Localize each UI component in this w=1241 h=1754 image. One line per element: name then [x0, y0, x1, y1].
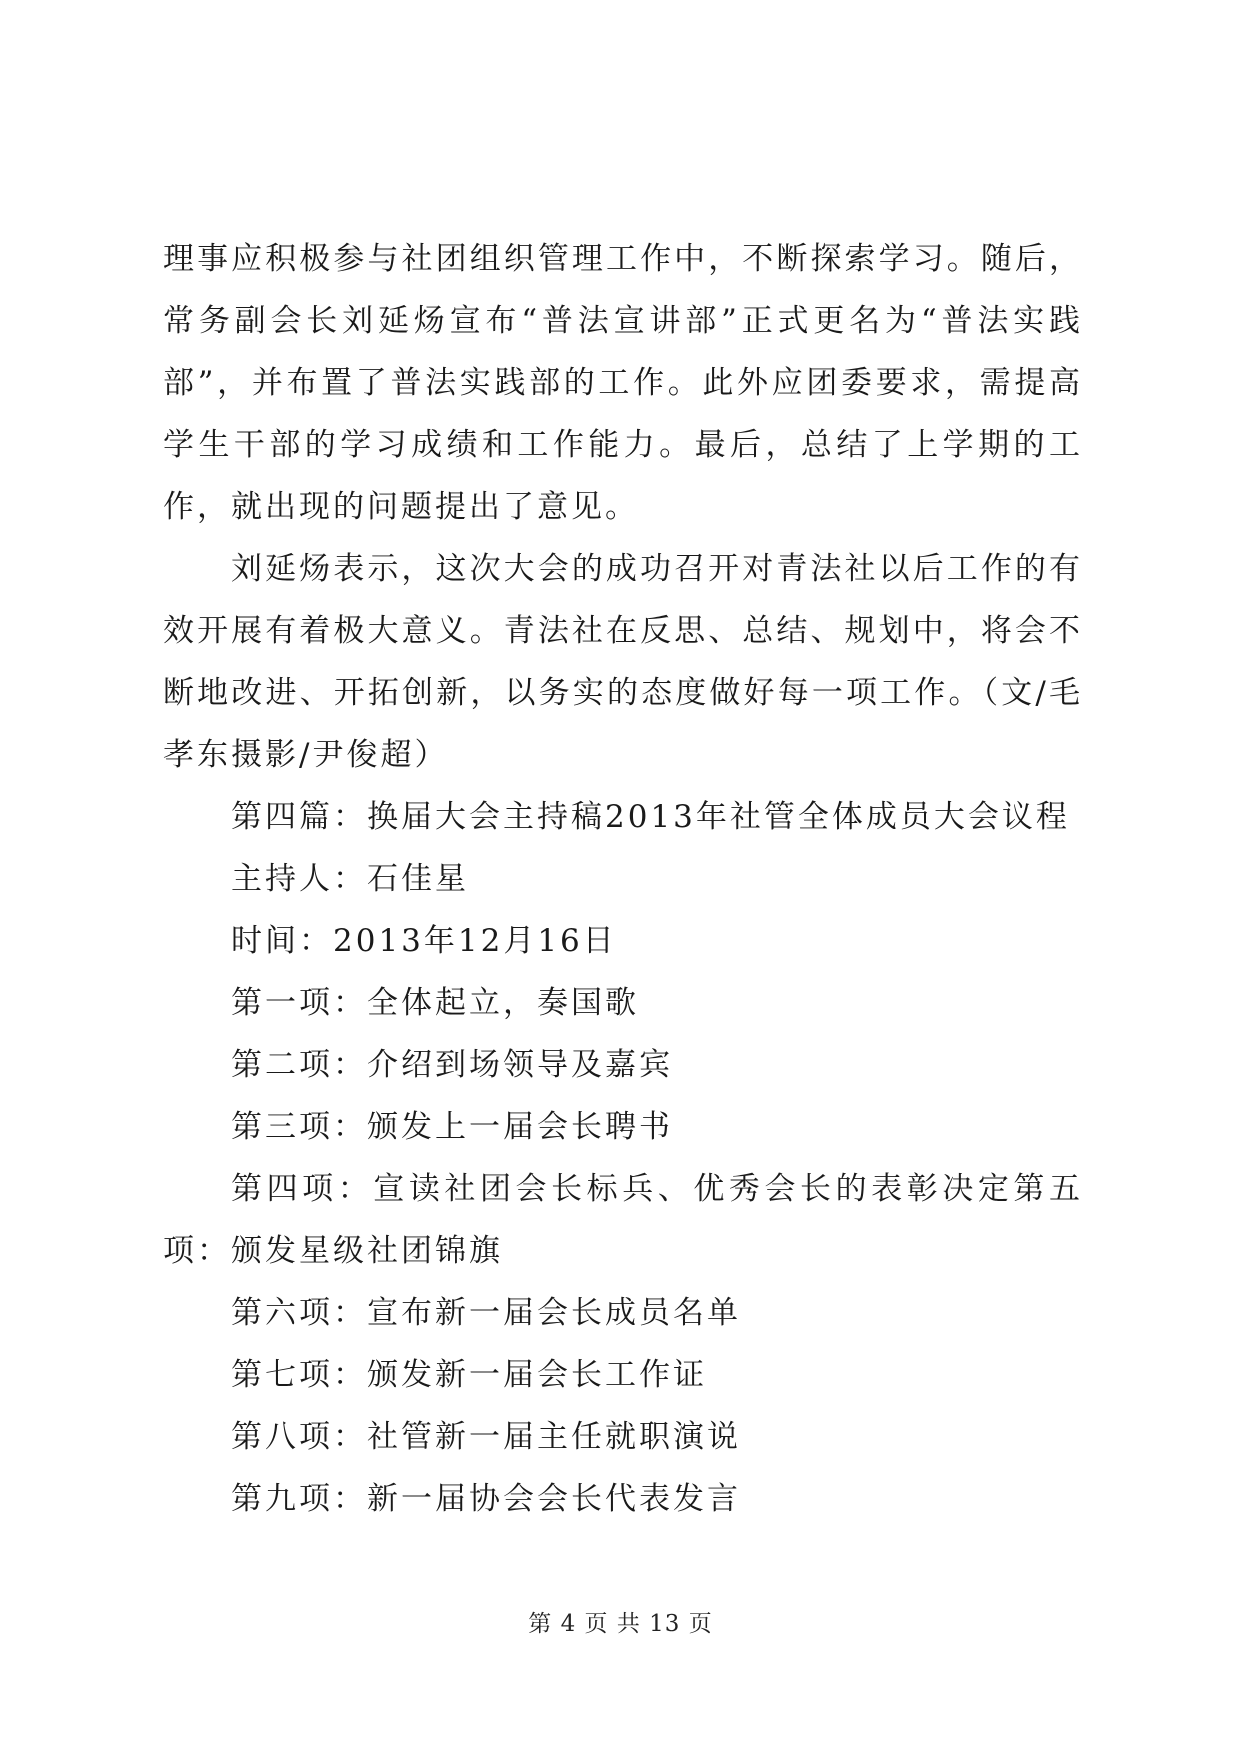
host-line: 主持人：石佳星: [231, 861, 469, 897]
agenda-item-6: 第六项：宣布新一届会长成员名单: [231, 1295, 741, 1331]
agenda-item-7: 第七项：颁发新一届会长工作证: [231, 1357, 707, 1393]
agenda-item-8: 第八项：社管新一届主任就职演说: [231, 1419, 741, 1455]
paragraph-summary: 刘延炀表示，这次大会的成功召开对青法社以后工作的有效开展有着极大意义。青法社在反思、总结、规划中，将会不断地改进、开拓创新，以务实的态度做好每一项工作。（文/毛孝东摄影/尹俊超）: [163, 551, 1083, 773]
section-heading: 第四篇：换届大会主持稿2013年社管全体成员大会议程: [231, 799, 1070, 835]
paragraph-continuation: 理事应积极参与社团组织管理工作中，不断探索学习。随后，常务副会长刘延炀宣布“普法宣讲部”正式更名为“普法实践部”，并布置了普法实践部的工作。此外应团委要求，需提高学生干部的学习成绩和工作能力。最后，总结了上学期的工作，就出现的问题提出了意见。: [163, 241, 1083, 525]
page-number-footer: 第 4 页 共 13 页: [528, 1611, 713, 1637]
agenda-item-3: 第三项：颁发上一届会长聘书: [231, 1109, 673, 1145]
agenda-item-4-5: 第四项：宣读社团会长标兵、优秀会长的表彰决定第五项：颁发星级社团锦旗: [163, 1171, 1083, 1269]
date-line: 时间：2013年12月16日: [231, 923, 617, 959]
document-body: [163, 228, 1083, 1530]
agenda-item-1: 第一项：全体起立，奏国歌: [231, 985, 639, 1021]
agenda-item-9: 第九项：新一届协会会长代表发言: [231, 1481, 741, 1517]
agenda-item-2: 第二项：介绍到场领导及嘉宾: [231, 1047, 673, 1083]
